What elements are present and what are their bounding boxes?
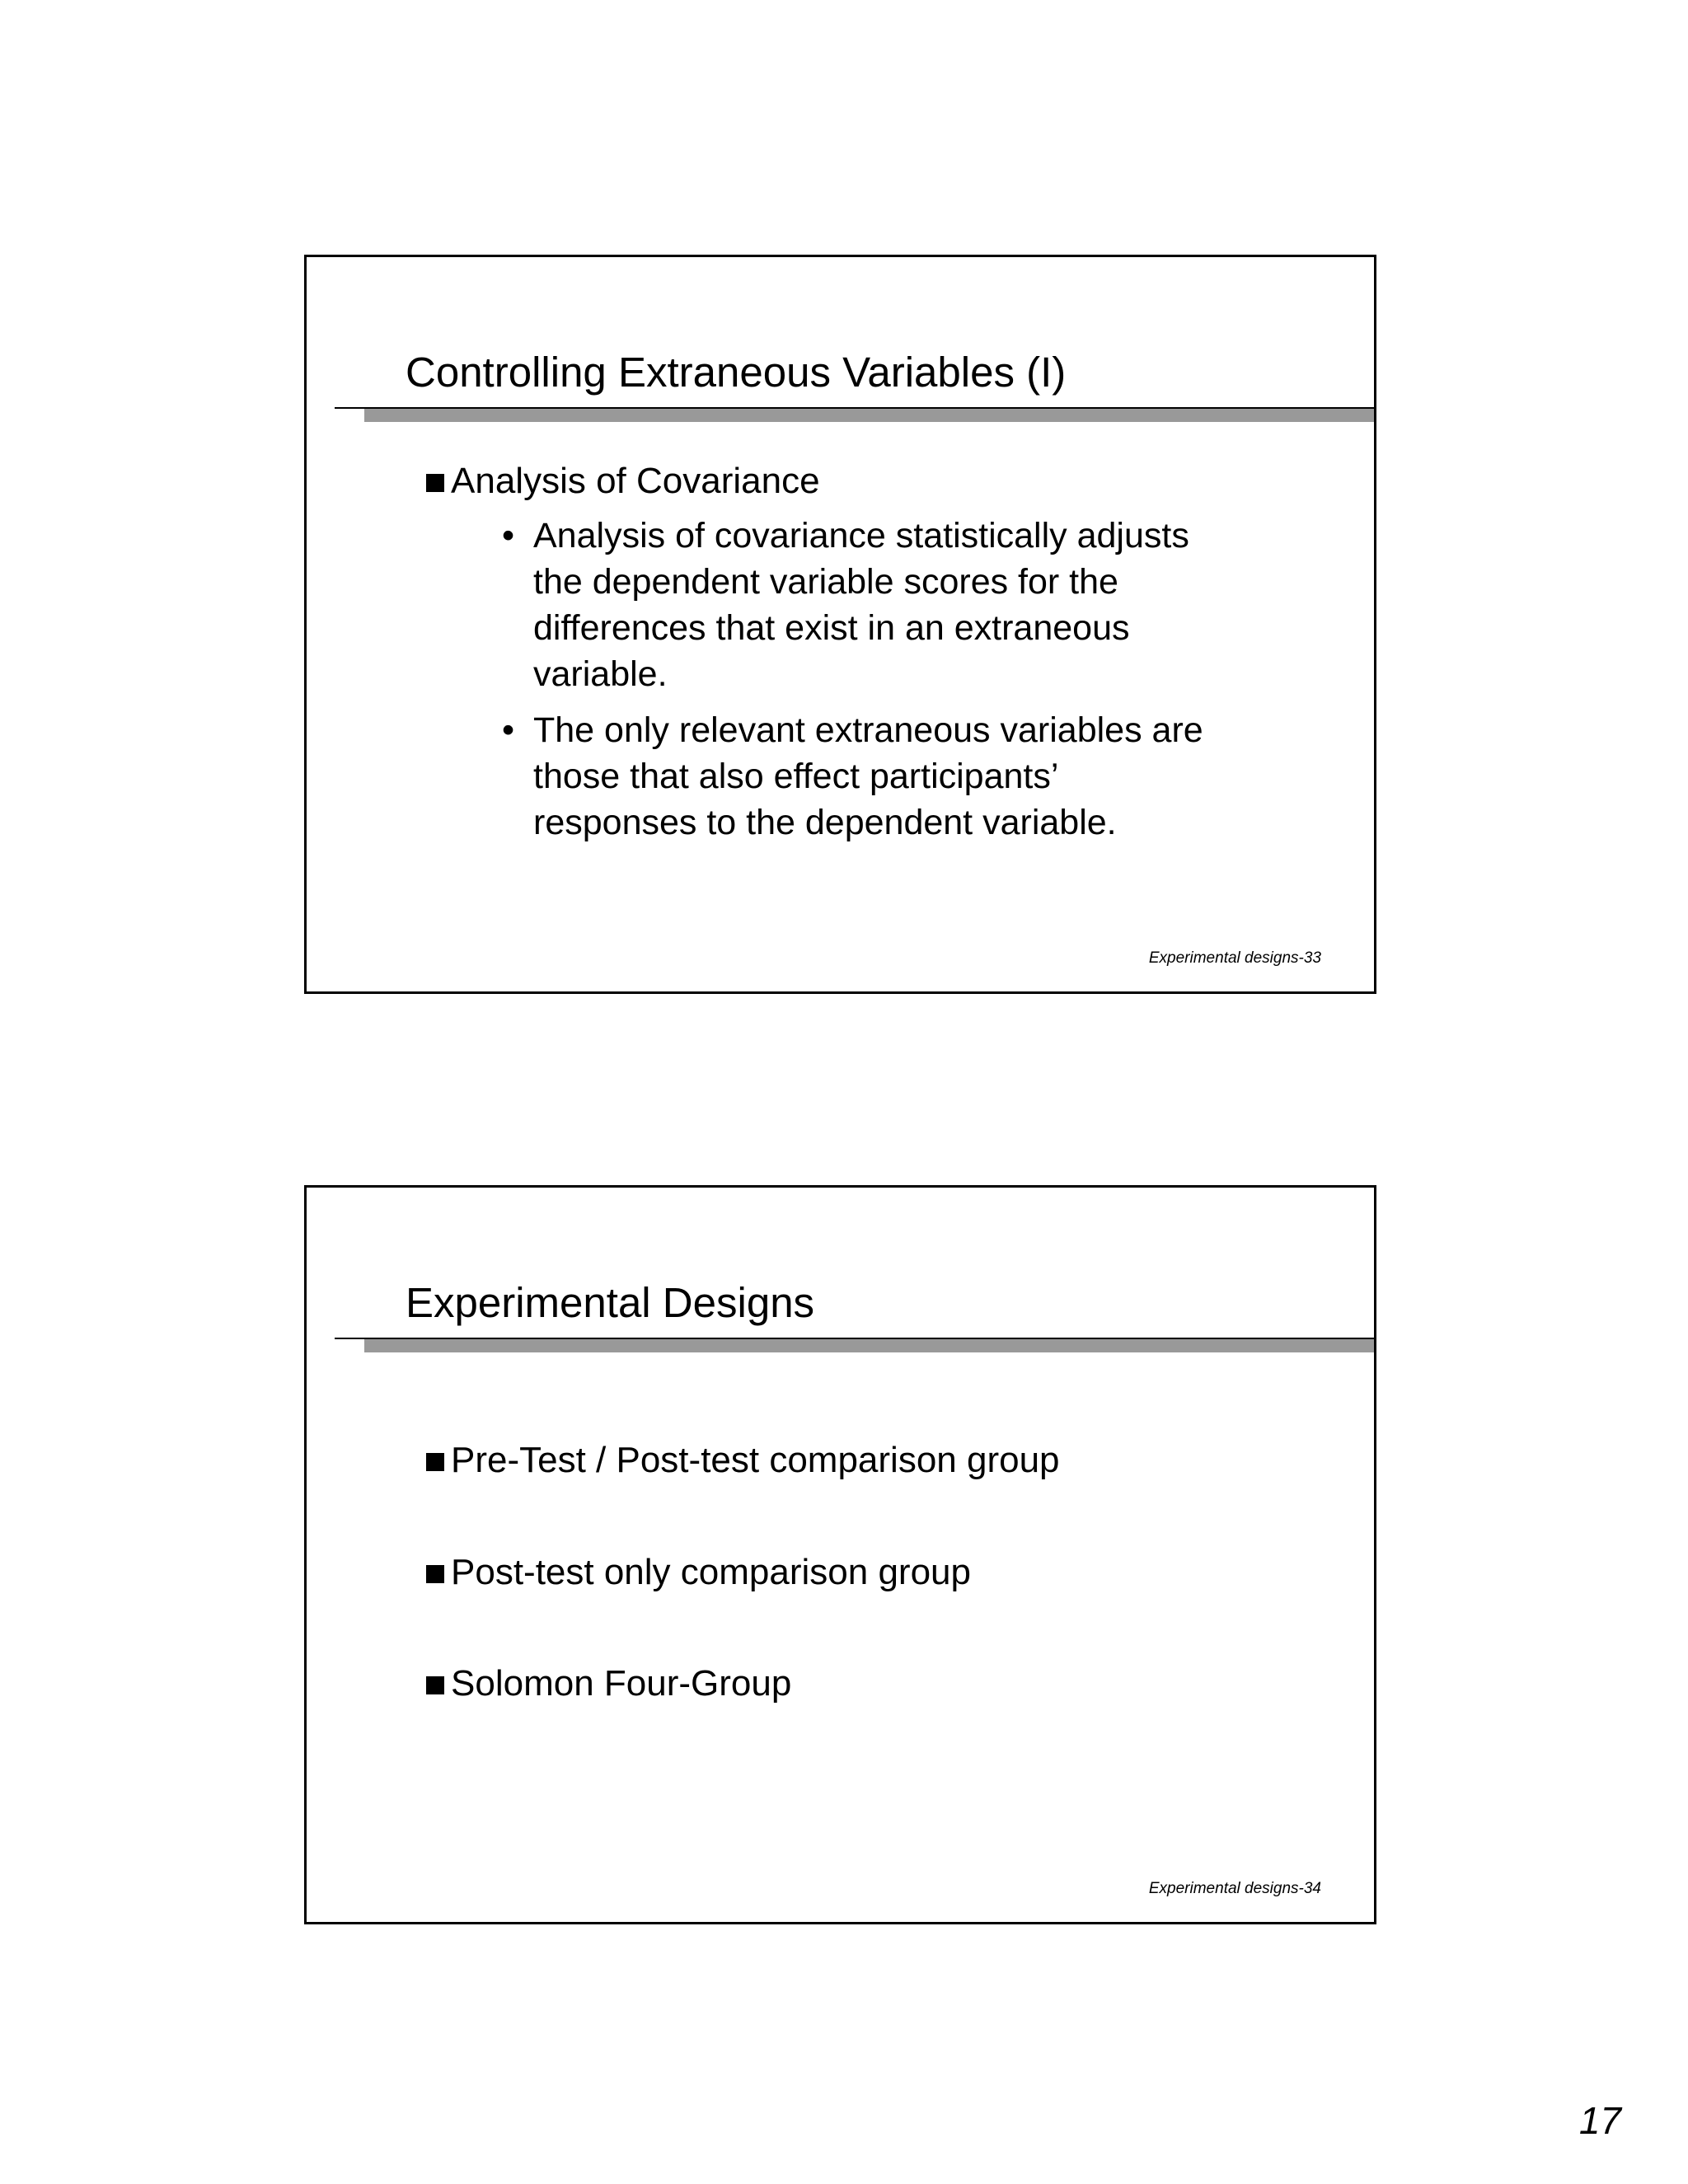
title-rule-bar bbox=[364, 1339, 1374, 1352]
sub-bullet-line: variable. bbox=[533, 654, 668, 694]
title-rule-bar bbox=[364, 409, 1374, 422]
sub-bullet-line: differences that exist in an extraneous bbox=[533, 608, 1130, 648]
square-bullet-icon bbox=[426, 1565, 444, 1583]
bullet-text: Pre-Test / Post-test comparison group bbox=[451, 1440, 1060, 1480]
bullet-item bbox=[451, 458, 820, 504]
bullet-text: Solomon Four-Group bbox=[451, 1663, 792, 1704]
slide-1 bbox=[304, 255, 1376, 994]
slide-2 bbox=[304, 1185, 1376, 1924]
slide-footer: Experimental designs-33 bbox=[1148, 949, 1321, 967]
sub-bullet-line: the dependent variable scores for the bbox=[533, 562, 1118, 602]
slide-title: Experimental Designs bbox=[406, 1279, 815, 1326]
square-bullet-icon bbox=[426, 474, 444, 492]
slide-title: Controlling Extraneous Variables (I) bbox=[406, 349, 1067, 396]
sub-bullet-item bbox=[502, 513, 1189, 697]
bullet-text: Analysis of Covariance bbox=[451, 461, 820, 501]
sub-bullet-line: responses to the dependent variable. bbox=[533, 803, 1117, 842]
sub-bullet-item bbox=[502, 707, 1203, 846]
dot-bullet-icon: • bbox=[502, 710, 515, 750]
dot-bullet-icon: • bbox=[502, 516, 515, 555]
bullet-item bbox=[451, 1549, 971, 1596]
sub-bullet-line: those that also effect participants’ bbox=[533, 757, 1059, 796]
sub-bullet-line: Analysis of covariance statistically adjusts bbox=[533, 516, 1189, 555]
bullet-text: Post-test only comparison group bbox=[451, 1552, 971, 1592]
sub-bullet-line: The only relevant extraneous variables are bbox=[533, 710, 1203, 750]
slide-footer: Experimental designs-34 bbox=[1148, 1880, 1321, 1897]
square-bullet-icon bbox=[426, 1453, 444, 1471]
square-bullet-icon bbox=[426, 1676, 444, 1694]
bullet-item bbox=[451, 1661, 791, 1707]
page-number: 17 bbox=[1578, 2099, 1621, 2142]
bullet-item bbox=[451, 1437, 1060, 1483]
